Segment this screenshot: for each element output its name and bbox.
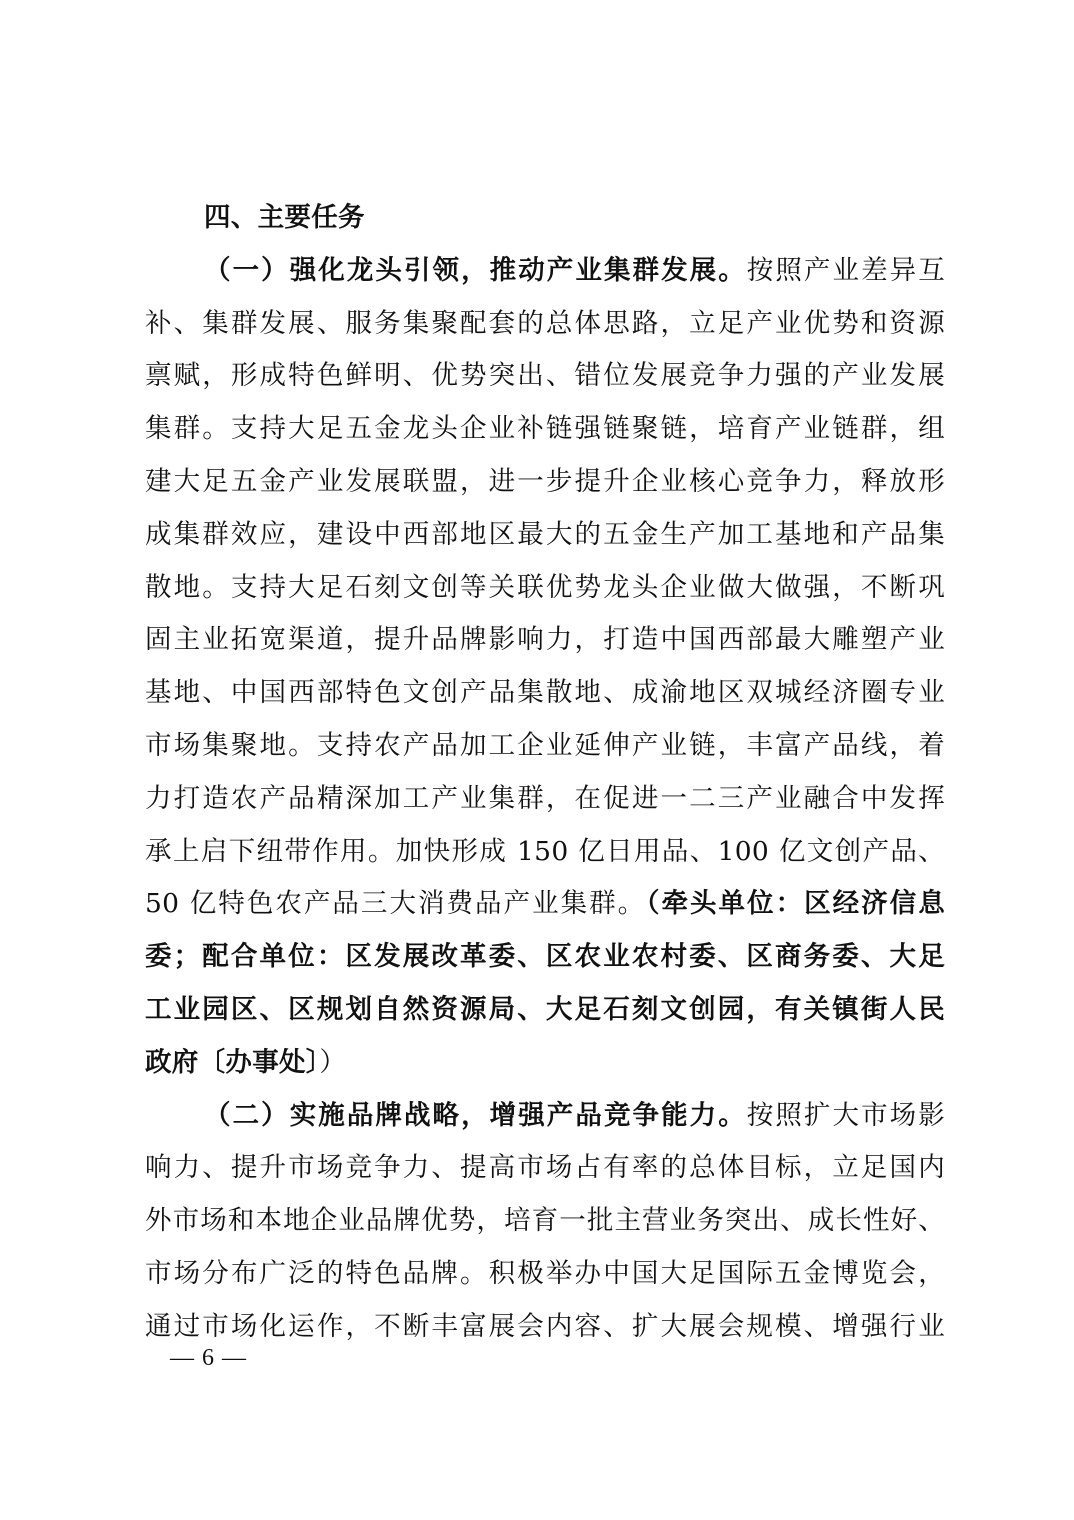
section-heading: 四、主要任务: [204, 202, 365, 233]
subsection-title: （一）强化龙头引领，推动产业集群发展。: [204, 254, 747, 286]
paragraph-line: 成集群效应，建设中西部地区最大的五金生产加工基地和产品集: [145, 518, 945, 550]
paragraph-line: 市场分布广泛的特色品牌。积极举办中国大足国际五金博览会，: [145, 1257, 945, 1289]
lead-unit-note: （牵头单位：区经济信息: [646, 888, 945, 920]
paragraph-line: 散地。支持大足石刻文创等关联优势龙头企业做大做强，不断巩: [145, 571, 945, 603]
subsection-title: （二）实施品牌战略，增强产品竞争能力。: [204, 1099, 747, 1131]
paragraph-line: 固主业拓宽渠道，提升品牌影响力，打造中国西部最大雕塑产业: [145, 624, 945, 656]
paragraph-line: 力打造农产品精深加工产业集群，在促进一二三产业融合中发挥: [145, 782, 945, 814]
paragraph-line: 响力、提升市场竞争力、提高市场占有率的总体目标，立足国内: [145, 1152, 945, 1184]
paragraph-line: 政府〔办事处〕）: [145, 1046, 347, 1078]
paragraph-line: 通过市场化运作，不断丰富展会内容、扩大展会规模、增强行业: [145, 1310, 945, 1342]
paragraph-line: 委；配合单位：区发展改革委、区农业农村委、区商务委、大足: [145, 941, 945, 973]
paragraph-line: 补、集群发展、服务集聚配套的总体思路，立足产业优势和资源: [145, 307, 945, 339]
paragraph-line: （二）实施品牌战略，增强产品竞争能力。按照扩大市场影: [204, 1099, 946, 1131]
paragraph-line: 建大足五金产业发展联盟，进一步提升企业核心竞争力，释放形: [145, 465, 945, 497]
paragraph-line: 承上启下纽带作用。加快形成 150 亿日用品、100 亿文创产品、: [145, 835, 945, 867]
paragraph-line: 禀赋，形成特色鲜明、优势突出、错位发展竞争力强的产业发展: [145, 360, 945, 392]
paragraph-line: 外市场和本地企业品牌优势，培育一批主营业务突出、成长性好、: [145, 1205, 945, 1237]
paragraph-line: 基地、中国西部特色文创产品集散地、成渝地区双城经济圈专业: [145, 677, 945, 709]
paragraph-line: 市场集聚地。支持农产品加工企业延伸产业链，丰富产品线，着: [145, 729, 945, 761]
paragraph-line: （一）强化龙头引领，推动产业集群发展。按照产业差异互: [204, 254, 946, 286]
paragraph-line: 集群。支持大足五金龙头企业补链强链聚链，培育产业链群，组: [145, 413, 945, 445]
body-text: [145, 192, 945, 1354]
page-number: — 6 —: [170, 1345, 247, 1371]
paragraph-line: 工业园区、区规划自然资源局、大足石刻文创园，有关镇街人民: [145, 993, 945, 1025]
paragraph-line: 50 亿特色农产品三大消费品产业集群。（牵头单位：区经济信息: [145, 888, 945, 920]
